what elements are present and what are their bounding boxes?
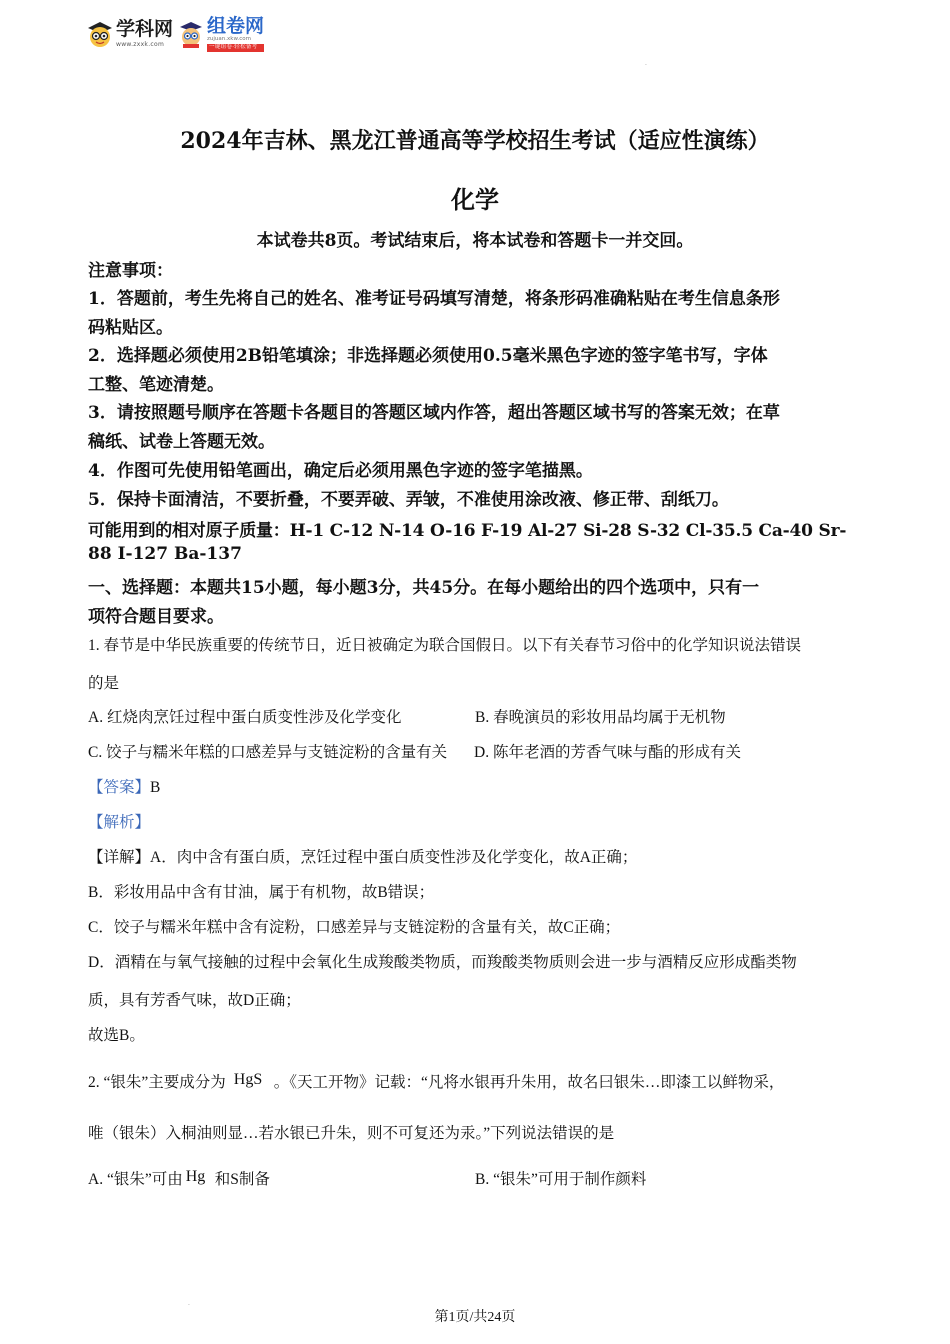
- q1-stem: 1. 春节是中华民族重要的传统节日，近日被确定为联合国假日。以下有关春节习俗中的化学知识说法错误: [88, 637, 802, 654]
- detail-d: D．酒精在与氧气接触的过程中会氧化生成羧酸类物质，而羧酸类物质则会进一步与酒精反应形成酯类物: [88, 954, 797, 971]
- q2-stem-pre: 2. “银朱”主要成分为: [88, 1074, 226, 1091]
- xueke-url: www.zxxk.com: [116, 41, 165, 48]
- q1-stem: 的是: [88, 675, 120, 692]
- q2-stem: 唯（银朱）入桐油则显…若水银已升朱，则不可复还为汞。”下列说法错误的是: [88, 1125, 615, 1142]
- detail-a: A．肉中含有蛋白质，烹饪过程中蛋白质变性涉及化学变化，故A正确；: [150, 849, 638, 866]
- scan-dot: .: [188, 1300, 190, 1307]
- zujuan-logo[interactable]: [177, 14, 265, 52]
- formula-hg: Hg: [185, 1168, 206, 1185]
- q2-option-a-post: 和S制备: [214, 1171, 270, 1188]
- q1-answer: [88, 775, 160, 797]
- q1-detail: [88, 845, 637, 867]
- exam-title: 2024年吉林、黑龙江普通高等学校招生考试（适应性演练）: [180, 128, 770, 154]
- note-line: 稿纸、试卷上答题无效。: [88, 432, 275, 452]
- student-mascot-icon: [177, 20, 205, 48]
- owl-mascot-icon: [86, 20, 114, 48]
- detail-c: C．饺子与糯米年糕中含有淀粉，口感差异与支链淀粉的含量有关，故C正确；: [88, 919, 621, 936]
- zujuan-tag: 一键组卷·轻松备考: [207, 44, 264, 52]
- header-logos: [86, 12, 264, 56]
- subject-title: 化学: [451, 185, 499, 214]
- q1-option-b: B. 春晚演员的彩妆用品均属于无机物: [475, 709, 726, 726]
- page-number: 第1页/共24页: [434, 1310, 516, 1325]
- note-line: 2．选择题必须使用2B铅笔填涂；非选择题必须使用0.5毫米黑色字迹的签字笔书写，字体: [88, 346, 768, 366]
- q2-option-a: [88, 1167, 270, 1189]
- scan-dot: .: [645, 60, 647, 67]
- note-line: 5．保持卡面清洁，不要折叠，不要弄破、弄皱，不准使用涂改液、修正带、刮纸刀。: [88, 490, 729, 510]
- q1-option-c: C. 饺子与糯米年糕的口感差异与支链淀粉的含量有关: [88, 744, 448, 761]
- answer-value: B: [150, 779, 161, 796]
- note-line: 码粘贴区。: [88, 318, 173, 338]
- analysis-tag: 【解析】: [88, 814, 151, 831]
- detail-d-cont: 质，具有芳香气味，故D正确；: [88, 992, 301, 1009]
- q1-option-a: A. 红烧肉烹饪过程中蛋白质变性涉及化学变化: [88, 709, 402, 726]
- formula-hgs: HgS: [233, 1071, 263, 1088]
- atomic-mass-line: 可能用到的相对原子质量：H-1 C-12 N-14 O-16 F-19 Al-27 Si-28 S-32 Cl-35.5 Ca-40 Sr-: [88, 521, 847, 541]
- section-heading: 一、选择题：本题共15小题，每小题3分，共45分。在每小题给出的四个选项中，只有一: [88, 578, 760, 598]
- note-line: 1．答题前，考生先将自己的姓名、准考证号码填写清楚，将条形码准确粘贴在考生信息条形: [88, 289, 780, 309]
- detail-tag: 【详解】: [88, 849, 151, 866]
- note-line: 4．作图可先使用铅笔画出，确定后必须用黑色字迹的签字笔描黑。: [88, 461, 593, 481]
- note-line: 工整、笔迹清楚。: [88, 375, 224, 395]
- q1-conclusion: 故选B。: [88, 1027, 145, 1044]
- xueke-name: 学科网: [116, 18, 174, 40]
- q2-option-a-pre: A. “银朱”可由: [88, 1171, 183, 1188]
- zujuan-url: zujuan.xkw.com: [207, 35, 251, 42]
- zujuan-name: 组卷网: [207, 14, 265, 37]
- note-line: 3．请按照题号顺序在答题卡各题目的答题区域内作答，超出答题区域书写的答案无效；在草: [88, 403, 780, 423]
- exam-intro: 本试卷共8页。考试结束后，将本试卷和答题卡一并交回。: [256, 231, 694, 251]
- q1-option-d: D. 陈年老酒的芳香气味与酯的形成有关: [474, 744, 741, 761]
- q2-stem-post: 。《天工开物》记载：“凡将水银再升朱用，故名曰银朱…即漆工以鲜物采，: [273, 1074, 785, 1091]
- detail-b: B．彩妆用品中含有甘油，属于有机物，故B错误；: [88, 884, 435, 901]
- notes-heading: 注意事项：: [88, 261, 173, 281]
- q2-option-b: B. “银朱”可用于制作颜料: [475, 1171, 647, 1188]
- section-heading: 项符合题目要求。: [88, 607, 224, 627]
- answer-tag: 【答案】: [88, 779, 151, 796]
- atomic-mass-line: 88 I-127 Ba-137: [88, 544, 242, 564]
- xueke-logo[interactable]: [86, 20, 173, 48]
- q2-stem: [88, 1070, 784, 1092]
